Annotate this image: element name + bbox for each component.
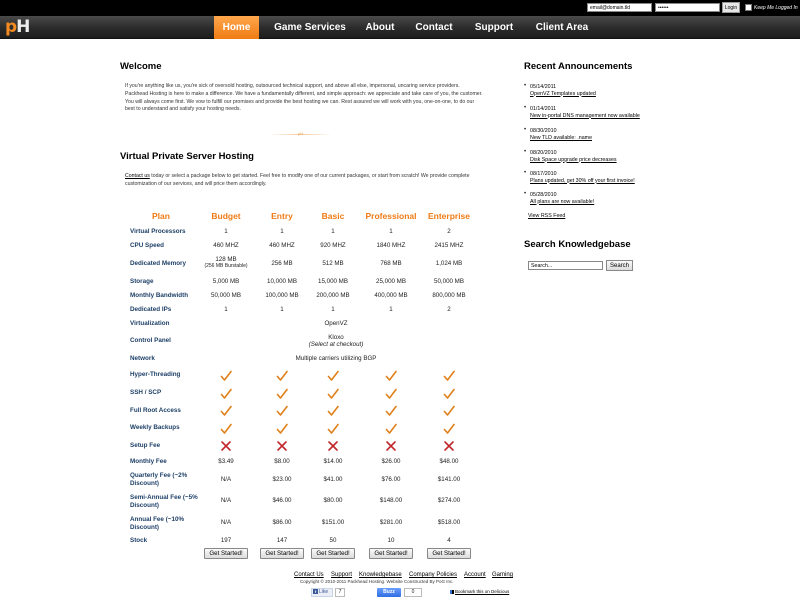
check-icon-ht-budget [220, 370, 232, 382]
announcements-title: Recent Announcements [524, 61, 633, 72]
row-label-semi-annual-fee: Semi-Annual Fee (~5% Discount) [130, 494, 198, 509]
cell-vproc-budget: 1 [224, 228, 228, 235]
cell-monthly-entry: $8.00 [274, 458, 290, 465]
welcome-text: If you're anything like us, you're sick of oversold hosting, outsourced technical support, and above all else, impersonal, uncaring service providers. Packhead Hosting is here to make a difference. We have a fundamentally different, and simple approach: we appreciate and take care of you, the customer. You will always come first. We vow to fulfill our promises and provide the best hosting we can. Rest assured we will work with you, one-on-one, to do our best to understand and satisfy your hosting needs. [125, 83, 483, 113]
cell-network: Multiple carriers utilizing BGP [295, 355, 377, 362]
row-label-monthly-bandwidth: Monthly Bandwidth [130, 292, 189, 299]
row-label-control-panel: Control Panel [130, 337, 171, 344]
row-label-cpu-speed: CPU Speed [130, 242, 164, 249]
facebook-like-label: Like [319, 589, 329, 595]
cross-icon-setup-enterprise [443, 440, 455, 452]
logo-h: H [16, 17, 30, 37]
announcement-item [530, 128, 592, 141]
cell-monthly-budget: $3.49 [218, 458, 234, 465]
site-logo[interactable] [5, 17, 29, 37]
cell-vproc-basic: 1 [331, 228, 335, 235]
announcement-link[interactable]: Plans updated, get 30% off your first invoice! [530, 177, 635, 184]
password-field[interactable] [655, 3, 720, 12]
announcement-item [530, 84, 596, 97]
row-label-quarterly-fee: Quarterly Fee (~2% Discount) [130, 472, 188, 487]
cross-icon-setup-entry [276, 440, 288, 452]
check-icon-ssh-entry [276, 388, 288, 400]
cell-ips-basic: 1 [331, 306, 335, 313]
nav-client-area[interactable]: Client Area [535, 22, 589, 33]
announcement-link[interactable]: All plans are now available! [530, 198, 595, 205]
cell-annual-basic: $151.00 [321, 519, 345, 526]
cell-mem-professional: 768 MB [380, 260, 402, 267]
delicious-label: Bookmark this on Delicious [455, 589, 510, 594]
announcement-link[interactable]: OpenVZ Templates updated [530, 90, 596, 97]
plan-entry: Entry [271, 211, 293, 221]
get-started-entry-button[interactable]: Get Started! [260, 548, 304, 559]
plan-enterprise: Enterprise [427, 211, 471, 221]
cell-ips-entry: 1 [280, 306, 284, 313]
announcement-link[interactable]: New TLD available: .name [530, 134, 593, 141]
facebook-like-button[interactable] [311, 588, 333, 597]
welcome-title: Welcome [120, 61, 162, 72]
main-navbar [0, 16, 800, 39]
cell-ips-enterprise: 2 [447, 306, 451, 313]
cross-icon-setup-budget [220, 440, 232, 452]
divider-logo-mark: pH [298, 131, 304, 136]
kb-search-title: Search Knowledgebase [524, 239, 631, 250]
announcement-link[interactable]: Disk Space upgrade price decreases [530, 156, 617, 163]
check-icon-ssh-enterprise [443, 388, 455, 400]
cell-semi-basic: $80.00 [323, 497, 343, 504]
cell-mem-budget-burst: (256 MB Burstable) [204, 263, 248, 269]
check-icon-root-enterprise [443, 405, 455, 417]
cell-mem-basic: 512 MB [322, 260, 344, 267]
cell-annual-professional: $281.00 [379, 519, 403, 526]
cell-ips-professional: 1 [389, 306, 393, 313]
cell-semi-enterprise: $274.00 [437, 497, 461, 504]
check-icon-root-basic [327, 405, 339, 417]
row-label-weekly-backups: Weekly Backups [130, 424, 180, 431]
vps-intro [125, 173, 483, 189]
cell-control-panel-note: (Select at checkout) [308, 341, 364, 348]
cell-annual-enterprise: $518.00 [437, 519, 461, 526]
keep-logged-in-label: Keep Me Logged In [754, 5, 798, 11]
keep-logged-in-checkbox[interactable] [745, 4, 752, 11]
check-icon-ht-basic [327, 370, 339, 382]
cell-semi-professional: $148.00 [379, 497, 403, 504]
footer-link-knowledgebase[interactable]: Knowledgebase [359, 572, 402, 578]
cell-storage-basic: 15,000 MB [318, 278, 348, 285]
cell-bw-entry: 100,000 MB [265, 292, 299, 299]
google-buzz-button[interactable]: Buzz [377, 588, 401, 597]
vps-title: Virtual Private Server Hosting [120, 151, 254, 162]
check-icon-root-entry [276, 405, 288, 417]
cell-bw-budget: 50,000 MB [211, 292, 241, 299]
row-label-virtualization: Virtualization [130, 320, 170, 327]
logo-p: p [5, 17, 17, 37]
plan-label: Plan [152, 211, 170, 221]
cell-stock-budget: 197 [220, 537, 232, 544]
footer-link-company-policies[interactable]: Company Policies [409, 572, 458, 578]
cell-bw-basic: 200,000 MB [316, 292, 350, 299]
get-started-professional-button[interactable]: Get Started! [369, 548, 413, 559]
google-buzz-count: 0 [404, 588, 422, 597]
announcement-date: • 01/14/2011 [530, 106, 557, 112]
announcement-link[interactable]: New in-portal DNS management now available [530, 112, 640, 119]
cell-storage-professional: 25,000 MB [376, 278, 406, 285]
check-icon-backup-professional [385, 423, 397, 435]
cell-semi-entry: $46.00 [272, 497, 292, 504]
get-started-enterprise-button[interactable]: Get Started! [427, 548, 471, 559]
footer-link-support[interactable]: Support [331, 572, 353, 578]
check-icon-ht-entry [276, 370, 288, 382]
plan-basic: Basic [321, 211, 345, 221]
cell-stock-enterprise: 4 [447, 537, 451, 544]
row-label-ssh-scp: SSH / SCP [130, 389, 162, 396]
delicious-bookmark-link[interactable] [450, 589, 509, 594]
cell-quarterly-professional: $76.00 [381, 476, 401, 483]
cell-stock-entry: 147 [276, 537, 288, 544]
footer-link-account[interactable]: Account [464, 572, 486, 578]
facebook-icon: f [314, 589, 317, 594]
announcement-item [530, 171, 635, 184]
footer-link-gaming[interactable]: Gaming [492, 572, 514, 578]
check-icon-backup-basic [327, 423, 339, 435]
nav-about[interactable]: About [365, 22, 395, 33]
cell-mem-budget-value: 128 MB [215, 256, 237, 263]
get-started-budget-button[interactable]: Get Started! [204, 548, 248, 559]
row-label-network: Network [130, 355, 155, 362]
announcement-item [530, 150, 617, 163]
cell-cpu-basic: 920 MHZ [320, 242, 346, 249]
cell-cpu-professional: 1840 MHZ [376, 242, 406, 249]
cell-vproc-entry: 1 [280, 228, 284, 235]
cell-mem-entry: 256 MB [271, 260, 293, 267]
vps-intro-text: today or select a package below to get started. Feel free to modify one of our current packages, or start from scratch! We provide complete customization of our services, and will price them accordingly. [125, 173, 470, 187]
row-label-annual-fee: Annual Fee (~10% Discount) [130, 516, 185, 531]
login-button[interactable]: Login [722, 2, 740, 13]
cell-bw-enterprise: 800,000 MB [432, 292, 466, 299]
cell-monthly-enterprise: $48.00 [439, 458, 459, 465]
nav-contact[interactable]: Contact [415, 22, 453, 33]
check-icon-ssh-budget [220, 388, 232, 400]
check-icon-ssh-professional [385, 388, 397, 400]
announcement-date: • 08/30/2010 [530, 128, 557, 134]
cell-quarterly-enterprise: $141.00 [437, 476, 461, 483]
announcement-item [530, 192, 594, 205]
cell-cpu-entry: 460 MHZ [269, 242, 295, 249]
announcement-date: • 05/14/2011 [530, 84, 557, 90]
top-login-bar [0, 0, 800, 16]
cell-bw-professional: 400,000 MB [374, 292, 408, 299]
cell-quarterly-budget: N/A [220, 476, 232, 483]
plan-professional: Professional [365, 211, 417, 221]
nav-home[interactable]: Home [214, 16, 259, 39]
cell-stock-professional: 10 [387, 537, 395, 544]
cell-mem-enterprise: 1,024 MB [435, 260, 463, 267]
cell-vproc-enterprise: 2 [447, 228, 451, 235]
cell-ips-budget: 1 [224, 306, 228, 313]
row-label-dedicated-ips: Dedicated IPs [130, 306, 172, 313]
check-icon-backup-enterprise [443, 423, 455, 435]
nav-support[interactable]: Support [474, 22, 514, 33]
get-started-basic-button[interactable]: Get Started! [311, 548, 355, 559]
cell-storage-budget: 5,000 MB [212, 278, 240, 285]
cell-quarterly-entry: $23.00 [272, 476, 292, 483]
cross-icon-setup-professional [385, 440, 397, 452]
row-label-storage: Storage [130, 278, 154, 285]
cell-annual-entry: $86.00 [272, 519, 292, 526]
plan-budget: Budget [211, 211, 241, 221]
row-label-stock: Stock [130, 537, 148, 544]
cell-storage-entry: 10,000 MB [267, 278, 297, 285]
row-label-full-root-access: Full Root Access [130, 407, 181, 414]
cell-cpu-budget: 460 MHZ [213, 242, 239, 249]
delicious-icon [450, 590, 454, 594]
announcement-item [530, 106, 640, 119]
cell-virtualization: OpenVZ [324, 320, 348, 327]
row-label-hyper-threading: Hyper-Threading [130, 371, 181, 378]
row-label-virtual-processors: Virtual Processors [130, 228, 186, 235]
row-label-monthly-fee: Monthly Fee [130, 458, 167, 465]
email-field[interactable] [587, 3, 652, 12]
rss-feed-link[interactable]: View RSS Feed [528, 213, 566, 219]
row-label-setup-fee: Setup Fee [130, 442, 161, 449]
cell-quarterly-basic: $41.00 [323, 476, 343, 483]
cell-cpu-enterprise: 2415 MHZ [434, 242, 464, 249]
cell-storage-enterprise: 50,000 MB [434, 278, 464, 285]
kb-search-input[interactable] [528, 261, 603, 270]
check-icon-root-professional [385, 405, 397, 417]
cross-icon-setup-basic [327, 440, 339, 452]
cell-monthly-basic: $14.00 [323, 458, 343, 465]
cell-annual-budget: N/A [220, 519, 232, 526]
check-icon-ssh-basic [327, 388, 339, 400]
check-icon-backup-entry [276, 423, 288, 435]
facebook-like-count: 7 [335, 588, 345, 597]
cell-control-panel-value: Kloxo [328, 334, 344, 341]
announcement-date: • 08/20/2010 [530, 150, 557, 156]
check-icon-backup-budget [220, 423, 232, 435]
row-label-dedicated-memory: Dedicated Memory [130, 260, 186, 267]
kb-search-button[interactable]: Search [606, 260, 633, 271]
cell-control-panel [176, 334, 496, 348]
check-icon-root-budget [220, 405, 232, 417]
cell-vproc-professional: 1 [389, 228, 393, 235]
check-icon-ht-enterprise [443, 370, 455, 382]
announcement-date: • 05/28/2010 [530, 192, 557, 198]
footer-link-contact-us[interactable]: Contact Us [294, 572, 324, 578]
contact-us-link[interactable]: Contact us [125, 173, 150, 179]
cell-monthly-professional: $26.00 [381, 458, 401, 465]
cell-semi-budget: N/A [220, 497, 232, 504]
nav-game-services[interactable]: Game Services [274, 22, 346, 33]
copyright: Copyright © 2010-2011 Packhead Hosting. Website Constructed By PoG Inc. [300, 579, 454, 584]
cell-stock-basic: 50 [329, 537, 337, 544]
announcement-date: • 08/17/2010 [530, 171, 557, 177]
check-icon-ht-professional [385, 370, 397, 382]
